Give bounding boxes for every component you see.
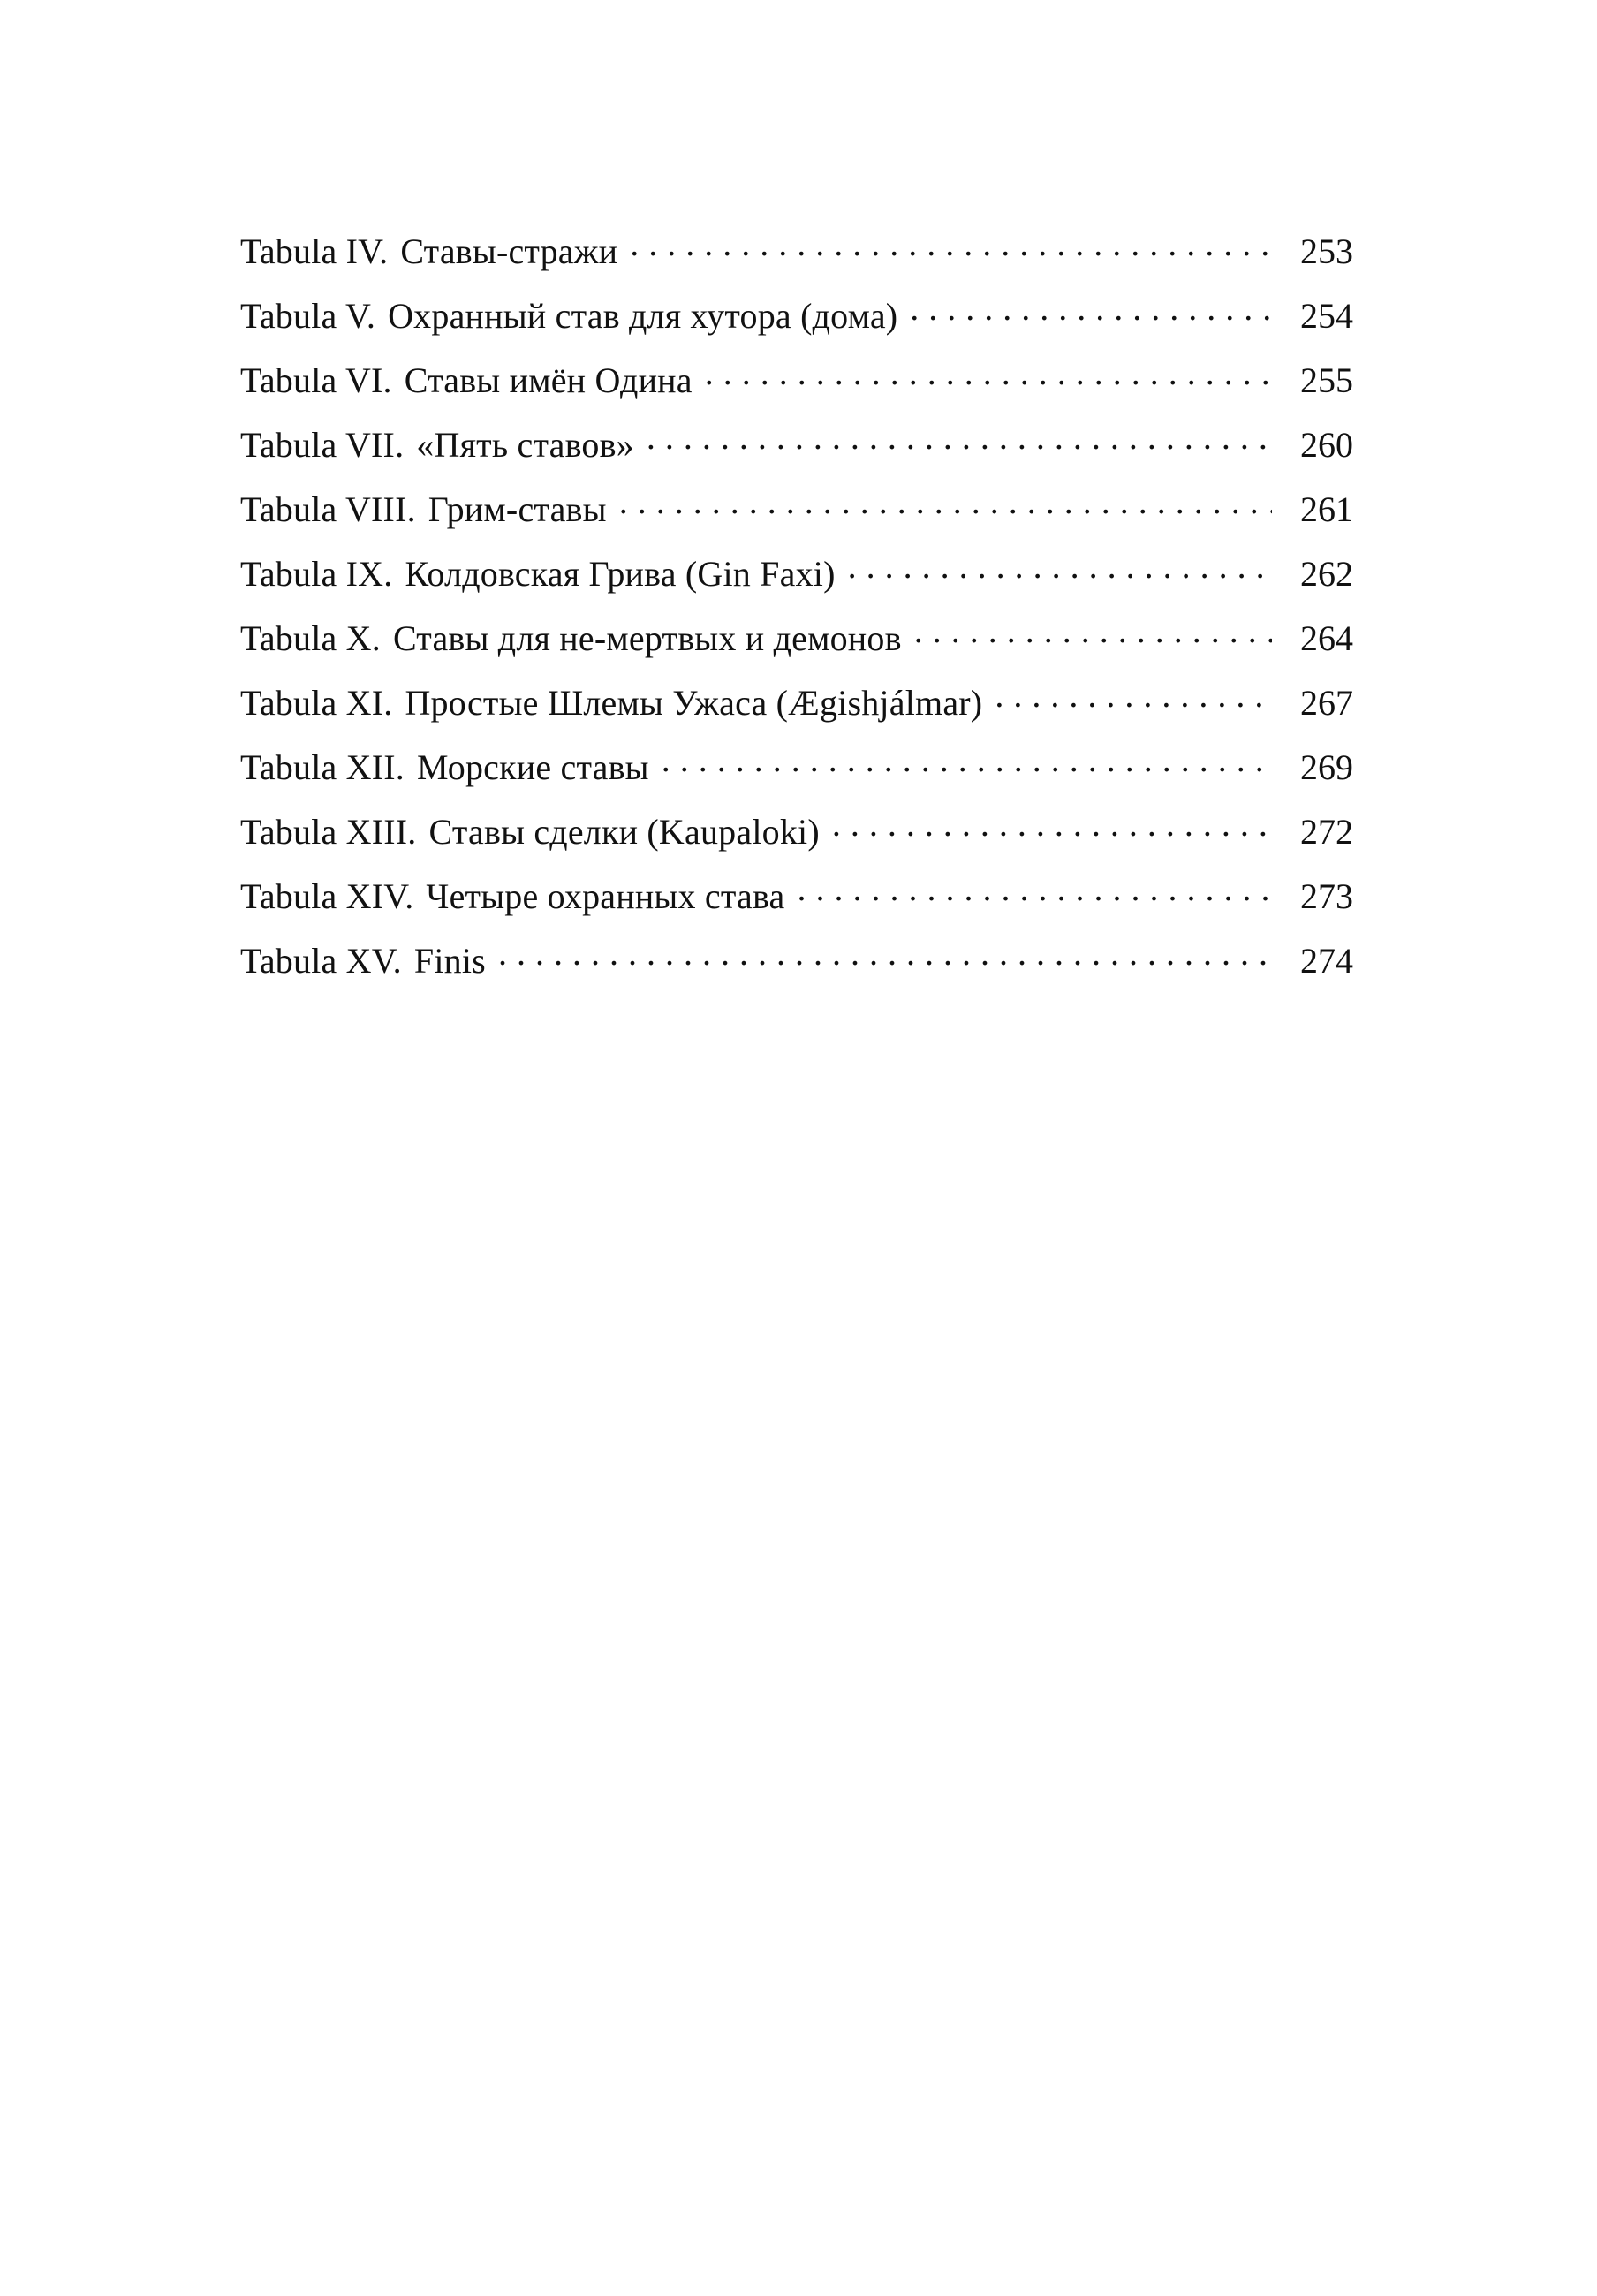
toc-entry-page-number: 255: [1300, 360, 1353, 400]
toc-entry[interactable]: [240, 873, 1353, 914]
toc-entry-title: Простые Шлемы Ужаса (Ægishjálmar): [405, 683, 983, 723]
toc-entry[interactable]: [240, 228, 1353, 269]
toc-entry[interactable]: [240, 744, 1353, 785]
toc-entry-page-number: 260: [1300, 425, 1353, 465]
toc-entry-leader-dots: [647, 421, 1272, 457]
toc-entry-leader-dots: [798, 873, 1272, 908]
toc-entry-page-number: 254: [1300, 296, 1353, 336]
toc-entry-leader-dots: [832, 808, 1272, 844]
toc-entry-leader-dots: [848, 550, 1272, 586]
toc-entry-label: Tabula XI.: [240, 683, 393, 723]
toc-entry[interactable]: [240, 486, 1353, 527]
toc-entry-title: Finis: [413, 941, 486, 981]
toc-entry-page-number: 274: [1300, 941, 1353, 981]
toc-entry-leader-dots: [630, 228, 1272, 263]
table-of-contents: [240, 228, 1353, 1002]
toc-entry-leader-dots: [619, 486, 1272, 521]
toc-entry-leader-dots: [662, 744, 1272, 779]
toc-entry[interactable]: [240, 550, 1353, 592]
toc-entry-leader-dots: [705, 357, 1272, 392]
toc-entry[interactable]: [240, 615, 1353, 656]
toc-entry-label: Tabula X.: [240, 618, 381, 658]
toc-entry-leader-dots: [498, 937, 1272, 973]
toc-entry-title: Четыре охранных става: [426, 876, 785, 916]
toc-entry[interactable]: [240, 679, 1353, 721]
toc-entry-page-number: 269: [1300, 747, 1353, 787]
toc-entry-leader-dots: [995, 679, 1272, 715]
toc-entry-label: Tabula VIII.: [240, 489, 416, 529]
toc-entry[interactable]: [240, 357, 1353, 398]
toc-entry-label: Tabula VI.: [240, 360, 392, 400]
toc-entry[interactable]: [240, 808, 1353, 850]
toc-entry-page-number: 262: [1300, 554, 1353, 594]
toc-entry-title: Грим-ставы: [428, 489, 607, 529]
toc-entry-title: Охранный став для хутора (дома): [388, 296, 898, 336]
toc-entry-label: Tabula IX.: [240, 554, 393, 594]
toc-entry-page-number: 272: [1300, 812, 1353, 852]
toc-entry-label: Tabula XIII.: [240, 812, 417, 852]
toc-entry-title: Ставы для не-мертвых и демонов: [392, 618, 902, 658]
toc-entry-title: Колдовская Грива (Gin Faxi): [405, 554, 836, 594]
toc-entry-leader-dots: [910, 292, 1272, 328]
toc-entry-label: Tabula IV.: [240, 231, 389, 271]
toc-entry[interactable]: [240, 292, 1353, 334]
toc-entry[interactable]: [240, 937, 1353, 979]
toc-entry-page-number: 253: [1300, 231, 1353, 271]
toc-entry-page-number: 273: [1300, 876, 1353, 916]
toc-entry-title: Ставы сделки (Kaupaloki): [428, 812, 820, 852]
toc-entry-page-number: 267: [1300, 683, 1353, 723]
toc-entry[interactable]: [240, 421, 1353, 463]
toc-entry-page-number: 261: [1300, 489, 1353, 529]
toc-entry-leader-dots: [914, 615, 1272, 650]
toc-entry-title: Ставы-стражи: [400, 231, 618, 271]
toc-entry-label: Tabula VII.: [240, 425, 405, 465]
toc-entry-title: Ставы имён Одина: [404, 360, 693, 400]
toc-entry-title: «Пять ставов»: [416, 425, 634, 465]
toc-entry-label: Tabula XII.: [240, 747, 405, 787]
toc-entry-label: Tabula XIV.: [240, 876, 414, 916]
toc-entry-title: Морские ставы: [417, 747, 649, 787]
toc-entry-label: Tabula V.: [240, 296, 376, 336]
toc-entry-page-number: 264: [1300, 618, 1353, 658]
toc-entry-label: Tabula XV.: [240, 941, 402, 981]
